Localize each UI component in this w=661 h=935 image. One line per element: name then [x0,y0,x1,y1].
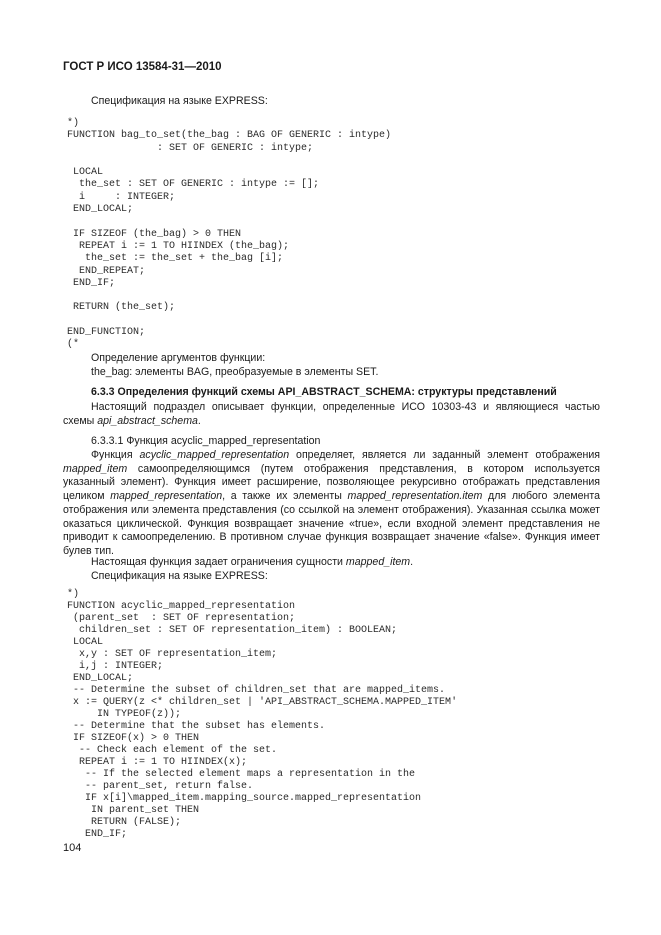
page-number: 104 [63,842,82,854]
code-block-acyclic [67,589,457,841]
code2-line: IN parent_set THEN [67,805,200,816]
code1-line: the_set := the_set + the_bag [i]; [67,253,284,265]
desc-part: Функция [91,449,140,461]
schema-name: api_abstract_schema [97,414,198,427]
constraint-end: . [410,556,414,568]
document-header: ГОСТ Р ИСО 13584-31—2010 [63,61,222,73]
constraint-part: Настоящая функция задает ограничения сущности [91,556,346,568]
code1-line [67,216,391,228]
section-heading-633: 6.3.3 Определения функций схемы API_ABSTRACT_SCHEMA: структуры представлений [91,386,557,398]
code1-line: *) [67,118,80,129]
code2-line: -- Check each element of the set. [67,745,278,756]
args-heading: Определение аргументов функции: [91,352,266,364]
code1-line: END_IF; [67,277,116,289]
code1-line [67,315,391,327]
desc-part: для любого элемента отображения или элемента представления (со ссылкой на элемент отображения). Указанная ссылка может оказаться циклической. Функция возвращает значение «true», если входной элемент представления не приводит к самоопределению. В противном случае функция возвращает значение «false». Функция имеет булев тип. [63,490,601,557]
desc-em: mapped_representation.item [347,490,483,503]
spec-label-2: Спецификация на языке EXPRESS: [91,570,268,582]
code1-line: FUNCTION bag_to_set(the_bag : BAG OF GENERIC : intype) [67,130,392,142]
code2-line: i,j : INTEGER; [67,661,164,672]
subsection-heading-6331: 6.3.3.1 Функция acyclic_mapped_representation [91,435,321,447]
code2-line: IF x[i]\mapped_item.mapping_source.mapped_representation [67,793,422,804]
code2-line: x,y : SET OF representation_item; [67,649,278,660]
code1-line: IF SIZEOF (the_bag) > 0 THEN [67,228,242,240]
code2-line: LOCAL [67,637,104,648]
desc-part: самоопределяющимся (путем отображения представления, в котором используется указанный элемент). Функция имеет расширение, позволяющее рекурсивно отображать представления целиком [63,462,600,503]
code2-line: -- parent_set, return false. [67,781,254,792]
code1-line: END_LOCAL; [67,204,134,216]
code2-line: -- Determine the subset of children_set that are mapped_items. [67,685,446,696]
desc-em: mapped_representation [110,490,223,503]
code1-line [67,155,391,167]
code2-line: x := QUERY(z <* children_set | 'API_ABSTRACT_SCHEMA.MAPPED_ITEM' [67,697,458,708]
section-633-text-part: Настоящий подраздел описывает функции, определенные ИСО 10303-43 и являющиеся частью схемы [63,401,600,427]
desc-em: acyclic_mapped_representation [139,449,290,461]
code2-line: IN TYPEOF(z)); [67,709,182,720]
code1-line: END_FUNCTION; [67,327,146,339]
desc-em: mapped_item [63,462,128,475]
code1-line [67,290,391,302]
code1-line: i : INTEGER; [67,191,176,203]
code2-line: REPEAT i := 1 TO HIINDEX(x); [67,757,248,768]
code1-line: the_set : SET OF GENERIC : intype := []; [67,179,320,191]
args-item: the_bag: элементы BAG, преобразуемые в элементы SET. [91,366,379,378]
code-block-bag-to-set [67,118,391,352]
section-633-text [63,401,600,428]
code2-line: END_IF; [67,829,128,840]
spec-label-1: Спецификация на языке EXPRESS: [91,95,268,107]
desc-part: , а также их элементы [222,490,348,503]
constraint-em: mapped_item [345,556,411,568]
code2-line: END_LOCAL; [67,673,134,684]
section-633-text-end: . [197,414,201,427]
code1-line: END_REPEAT; [67,265,146,277]
code1-line: RETURN (the_set); [67,302,176,314]
code1-line: : SET OF GENERIC : intype; [67,142,314,154]
code2-line: RETURN (FALSE); [67,817,182,828]
code2-line: *) [67,589,80,600]
code2-line: FUNCTION acyclic_mapped_representation [67,601,296,612]
function-description [63,449,600,559]
code1-line: LOCAL [67,167,104,179]
code2-line: IF SIZEOF(x) > 0 THEN [67,733,200,744]
code2-line: (parent_set : SET OF representation; [67,613,296,624]
code1-line: (* [67,339,80,351]
constraint-text [91,556,413,568]
code2-line: children_set : SET OF representation_item) : BOOLEAN; [67,625,398,636]
code2-line: -- If the selected element maps a representation in the [67,769,416,780]
desc-part: определяет, является ли заданный элемент отображения [289,449,600,461]
code1-line: REPEAT i := 1 TO HIINDEX (the_bag); [67,240,290,252]
code2-line: -- Determine that the subset has elements. [67,721,326,732]
